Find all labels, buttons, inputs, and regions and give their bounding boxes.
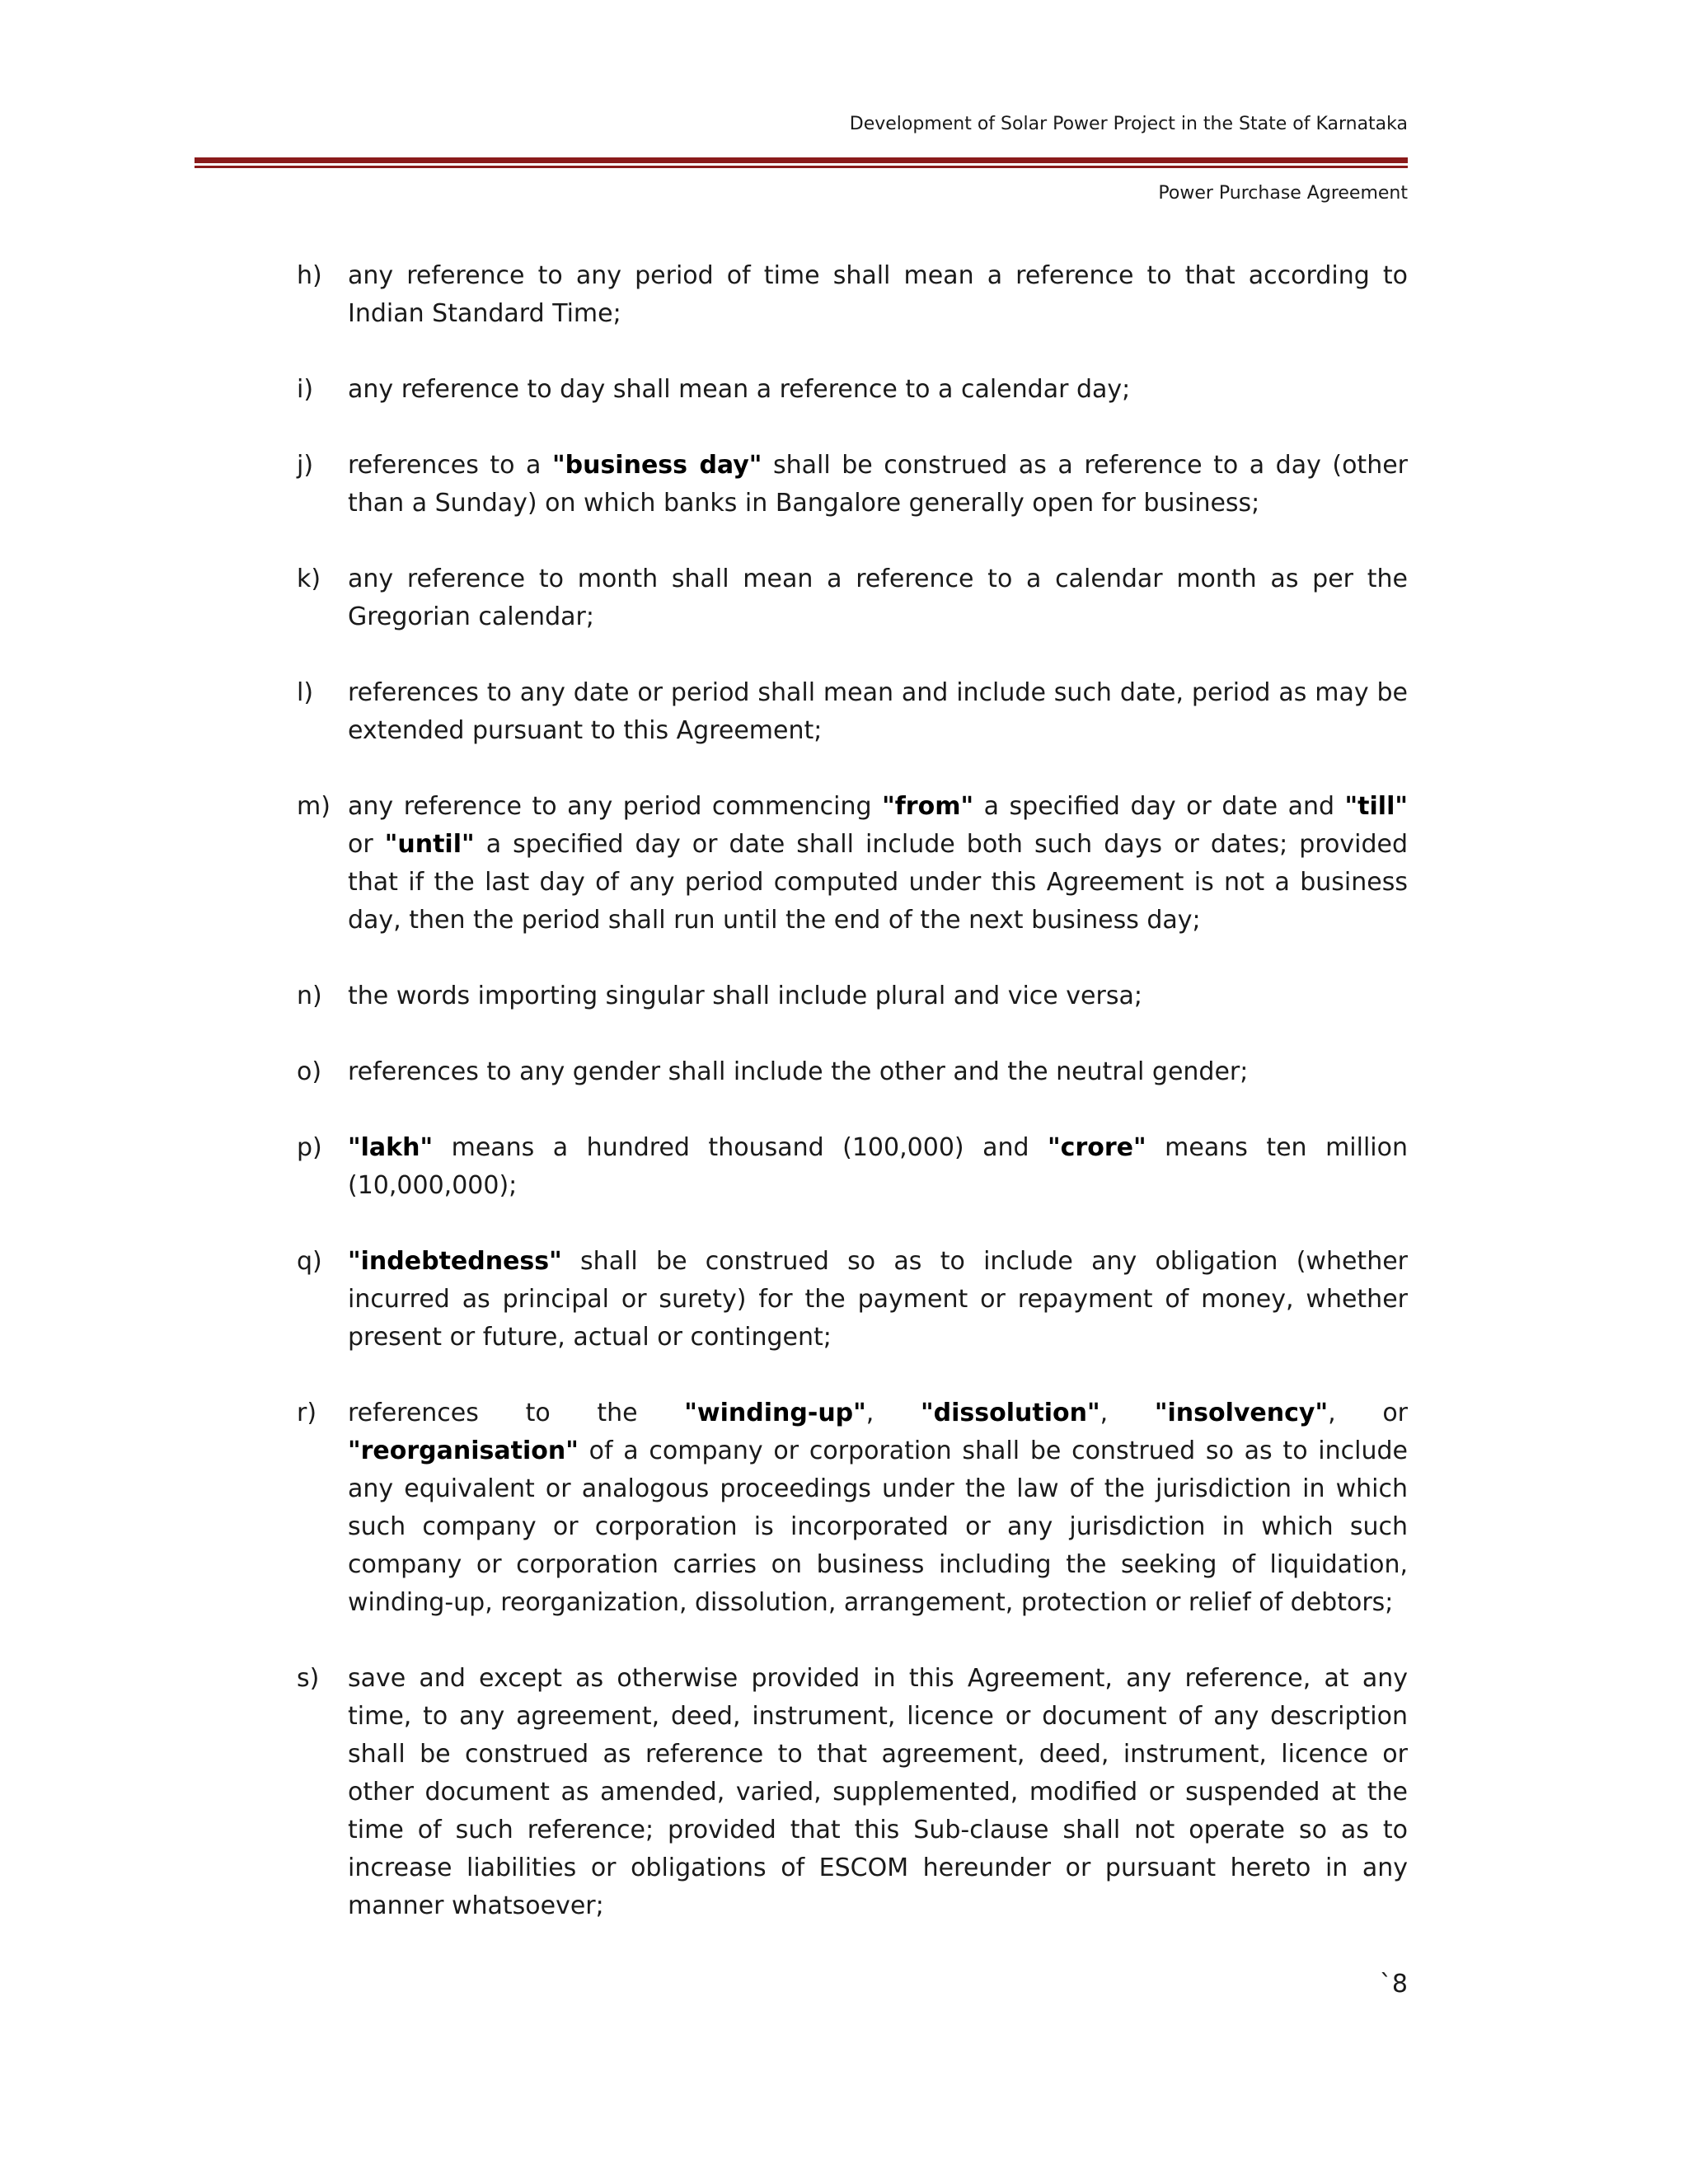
clause-label: j)	[297, 451, 314, 480]
header-rule-thin	[195, 166, 1408, 168]
clause-text: save and except as otherwise provided in this Agreement, any reference, at any time, to any agreement, deed, instrument, licence or document of any description shall be construed as reference to that agreement, deed, instrument, licence or other document as amended, varied, supplemented, modified or suspended at the time of such reference; provided that this Sub-clause shall not operate so as to increase liabilities or obligations of ESCOM hereunder or pursuant hereto in any manner whatsoever;	[348, 1664, 1408, 1920]
clause-label: s)	[297, 1664, 320, 1693]
clause-label: i)	[297, 375, 314, 404]
header-title: Development of Solar Power Project in the State of Karnataka	[849, 114, 1408, 134]
clause-m	[297, 788, 1408, 940]
defined-term: "lakh"	[348, 1133, 434, 1162]
defined-term: "until"	[384, 830, 475, 859]
clause-text: references to a "business day" shall be construed as a reference to a day (other than a Sunday) on which banks in Bangalore generally open for business;	[348, 451, 1408, 518]
clause-r	[297, 1394, 1408, 1622]
defined-term: "reorganisation"	[348, 1436, 579, 1465]
clause-text: "indebtedness" shall be construed so as to include any obligation (whether incurred as principal or surety) for the payment or repayment of money, whether present or future, actual or contingent;	[348, 1247, 1408, 1352]
clause-p	[297, 1129, 1408, 1205]
clause-j	[297, 447, 1408, 523]
defined-term: "dissolution"	[921, 1399, 1100, 1427]
clause-s	[297, 1660, 1408, 1925]
clause-label: h)	[297, 261, 322, 290]
clause-text: references to any date or period shall mean and include such date, period as may be extended pursuant to this Agreement;	[348, 678, 1408, 745]
clause-q	[297, 1243, 1408, 1357]
clause-n	[297, 977, 1408, 1015]
clause-k	[297, 560, 1408, 636]
clause-text: references to the "winding-up", "dissolution", "insolvency", or "reorganisation" of a company or corporation shall be construed so as to include any equivalent or analogous proceedings under the law of the jurisdiction in which such company or corporation is incorporated or any jurisdiction in which such company or corporation carries on business including the seeking of liquidation, winding-up, reorganization, dissolution, arrangement, protection or relief of debtors;	[348, 1399, 1409, 1617]
defined-term: "from"	[882, 792, 974, 821]
header-subtitle: Power Purchase Agreement	[1158, 183, 1408, 204]
defined-term: "till"	[1344, 792, 1408, 821]
clause-text: "lakh" means a hundred thousand (100,000) and "crore" means ten million (10,000,000);	[348, 1133, 1408, 1200]
clause-label: o)	[297, 1057, 322, 1086]
clause-text: references to any gender shall include the other and the neutral gender;	[348, 1057, 1249, 1086]
clause-label: k)	[297, 565, 321, 593]
page-number: `8	[1379, 1970, 1408, 1999]
clause-text: any reference to day shall mean a reference to a calendar day;	[348, 375, 1131, 404]
clause-text: any reference to any period of time shall mean a reference to that according to Indian Standard Time;	[348, 261, 1408, 328]
defined-term: "indebtedness"	[348, 1247, 562, 1276]
clause-label: q)	[297, 1247, 322, 1276]
clause-h	[297, 257, 1408, 333]
defined-term: "insolvency"	[1154, 1399, 1329, 1427]
clause-i	[297, 371, 1408, 409]
clause-label: n)	[297, 982, 322, 1010]
clause-text: any reference to month shall mean a reference to a calendar month as per the Gregorian calendar;	[348, 565, 1408, 631]
clause-label: r)	[297, 1399, 317, 1427]
clause-text: any reference to any period commencing "from" a specified day or date and "till" or "until" a specified day or date shall include both such days or dates; provided that if the last day of any period computed under this Agreement is not a business day, then the period shall run until the end of the next business day;	[348, 792, 1408, 935]
clause-list	[297, 257, 1408, 1963]
header-rule-thick	[195, 157, 1408, 163]
defined-term: "business day"	[551, 451, 762, 480]
clause-label: l)	[297, 678, 314, 707]
clause-label: m)	[297, 792, 331, 821]
clause-label: p)	[297, 1133, 322, 1162]
clause-o	[297, 1053, 1408, 1091]
defined-term: "winding-up"	[684, 1399, 866, 1427]
clause-l	[297, 674, 1408, 750]
defined-term: "crore"	[1048, 1133, 1146, 1162]
clause-text: the words importing singular shall include plural and vice versa;	[348, 982, 1142, 1010]
